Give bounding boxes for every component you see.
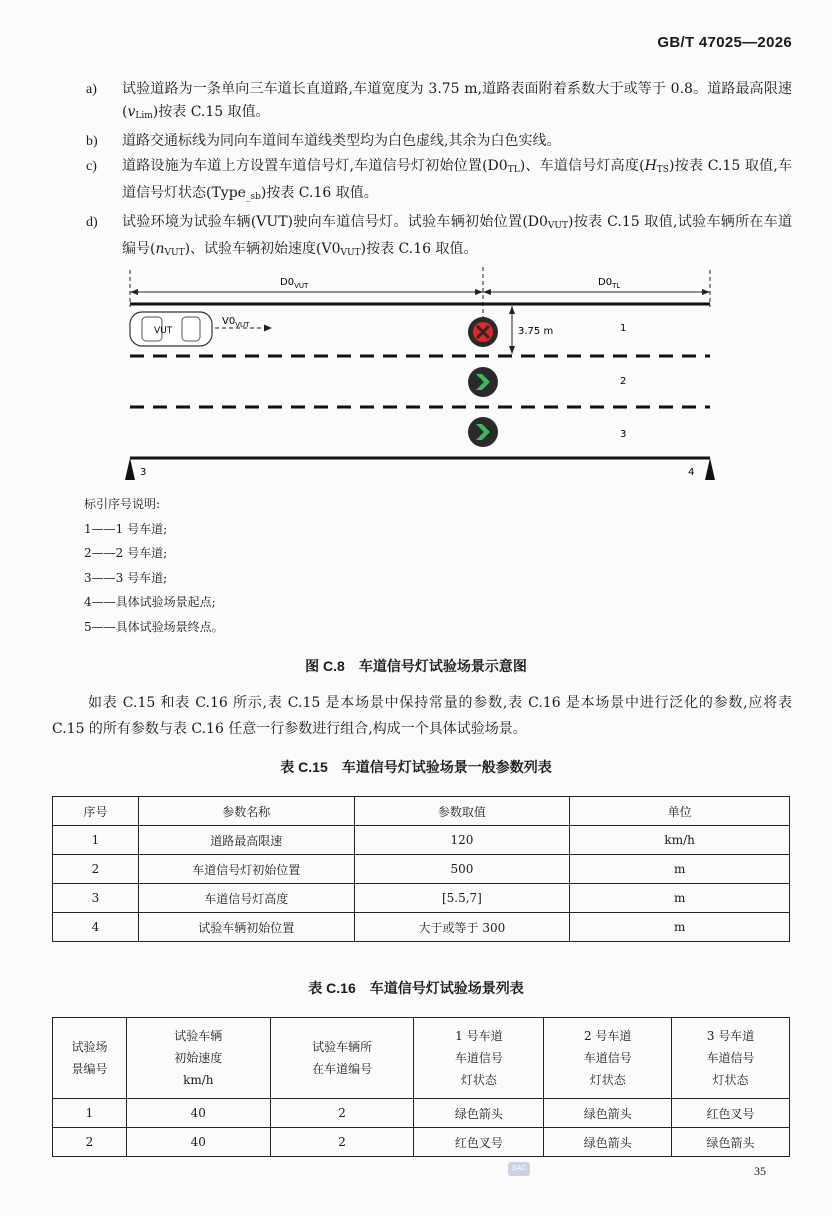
item-label: b) [86, 134, 98, 149]
table-row [53, 1128, 790, 1157]
cell: m [570, 855, 790, 884]
signal-light-green-arrow [468, 417, 498, 447]
end-marker-label: 4 [688, 467, 695, 478]
legend [84, 492, 224, 639]
cell: 1 [53, 826, 139, 855]
lane-label-3: 3 [620, 429, 627, 440]
col-header: 试验车辆所 在车道编号 [270, 1018, 414, 1099]
table-header-row [53, 797, 790, 826]
table-c15-caption: 表 C.15 车道信号灯试验场景一般参数列表 [280, 759, 552, 775]
table-row [53, 826, 790, 855]
lane-signal-diagram [120, 262, 720, 487]
cell: m [570, 884, 790, 913]
col-header: 试验场 景编号 [53, 1018, 127, 1099]
figure-caption: 图 C.8 车道信号灯试验场景示意图 [305, 658, 527, 674]
cell: [5.5,7] [354, 884, 570, 913]
col-header: 1 号车道 车道信号 灯状态 [414, 1018, 544, 1099]
table-c15 [52, 796, 790, 942]
page-number: 35 [754, 1164, 766, 1178]
signal-light-red-cross [468, 317, 498, 347]
col-header: 试验车辆 初始速度 km/h [126, 1018, 270, 1099]
vehicle-label: VUT [154, 326, 173, 336]
cell: 1 [53, 1099, 127, 1128]
watermark-logo: SAC [508, 1162, 530, 1176]
lane-label-1: 1 [620, 323, 627, 334]
cell: 40 [126, 1099, 270, 1128]
cell: 120 [354, 826, 570, 855]
d0-vut-label: $D0_{VUT}$ [280, 277, 309, 290]
item-text: 试验道路为一条单向三车道长直道路,车道宽度为 3.75 m,道路表面附着系数大于或等于 0.8。道路最高限速$(v_{Lim})$按表 C.15 取值。 [122, 81, 792, 121]
col-header: 参数取值 [354, 797, 570, 826]
legend-entry: 2——2 号车道; [84, 546, 168, 560]
legend-entry: 1——1 号车道; [84, 521, 168, 536]
start-marker-label: 3 [140, 467, 147, 478]
item-label: a) [86, 82, 97, 97]
cell: 绿色箭头 [672, 1128, 790, 1157]
standard-code: GB/T 47025—2026 [657, 34, 792, 51]
table-row [53, 913, 790, 942]
cell: 40 [126, 1128, 270, 1157]
cell: 绿色箭头 [414, 1099, 544, 1128]
cell: 绿色箭头 [544, 1128, 672, 1157]
body-paragraph: 如表 C.15 和表 C.16 所示,表 C.15 是本场景中保持常量的参数,表 C.16 是本场景中进行泛化的参数,应将表 C.15 的所有参数与表 C.16 任意一行参数进行组合,构成一个具体试验场景。 [52, 695, 792, 737]
d0-tl-label: $D0_{TL}$ [598, 277, 621, 290]
item-label: c) [86, 159, 97, 174]
vut-vehicle [130, 312, 212, 346]
cell: 红色叉号 [414, 1128, 544, 1157]
col-header: 2 号车道 车道信号 灯状态 [544, 1018, 672, 1099]
item-label: d) [86, 215, 98, 230]
legend-entry: 5——具体试验场景终点。 [84, 619, 224, 634]
list-item [86, 130, 792, 153]
table-row [53, 855, 790, 884]
cell: 车道信号灯初始位置 [138, 855, 354, 884]
list-item [86, 155, 792, 209]
item-text: 试验环境为试验车辆(VUT)驶向车道信号灯。试验车辆初始位置$(D0_{VUT})$按表 C.15 取值,试验车辆所在车道编号$(n_{VUT})$、试验车辆初始速度$(V0_{VUT})$按表 C.16 取值。 [122, 214, 793, 258]
table-row [53, 884, 790, 913]
cell: 2 [270, 1099, 414, 1128]
col-header: 参数名称 [138, 797, 354, 826]
signal-light-green-arrow [468, 367, 498, 397]
cell: 2 [53, 1128, 127, 1157]
cell: 车道信号灯高度 [138, 884, 354, 913]
legend-entry: 3——3 号车道; [84, 570, 168, 585]
legend-title: 标引序号说明: [84, 497, 161, 511]
cell: 2 [53, 855, 139, 884]
col-header: 单位 [570, 797, 790, 826]
col-header: 序号 [53, 797, 139, 826]
cell: m [570, 913, 790, 942]
cell: 试验车辆初始位置 [138, 913, 354, 942]
lane-label-2: 2 [620, 376, 627, 387]
table-c16 [52, 1017, 790, 1157]
end-marker-icon [705, 458, 715, 480]
item-text: 道路设施为车道上方设置车道信号灯,车道信号灯初始位置$(D0_{TL})$、车道信号灯高度$(H_{TS})$按表 C.15 取值,车道信号灯状态(Type$_{\_sb}$)按表 C.16 取值。 [122, 158, 792, 202]
list-item [86, 211, 792, 265]
list-item [86, 78, 792, 128]
item-text: 道路交通标线为同向车道间车道线类型均为白色虚线,其余为白色实线。 [122, 133, 561, 149]
cell: 2 [270, 1128, 414, 1157]
col-header: 3 号车道 车道信号 灯状态 [672, 1018, 790, 1099]
cell: 道路最高限速 [138, 826, 354, 855]
cell: km/h [570, 826, 790, 855]
v0-vut-label: $V0_{VUT}$ [222, 316, 250, 329]
table-row [53, 1099, 790, 1128]
start-marker-icon [125, 458, 135, 480]
table-c16-caption: 表 C.16 车道信号灯试验场景列表 [308, 980, 524, 996]
cell: 红色叉号 [672, 1099, 790, 1128]
cell: 3 [53, 884, 139, 913]
lane-width-label: 3.75 m [518, 326, 554, 337]
legend-entry: 4——具体试验场景起点; [84, 595, 216, 609]
requirement-list [86, 78, 792, 267]
cell: 500 [354, 855, 570, 884]
cell: 4 [53, 913, 139, 942]
cell: 大于或等于 300 [354, 913, 570, 942]
table-header-row [53, 1018, 790, 1099]
cell: 绿色箭头 [544, 1099, 672, 1128]
